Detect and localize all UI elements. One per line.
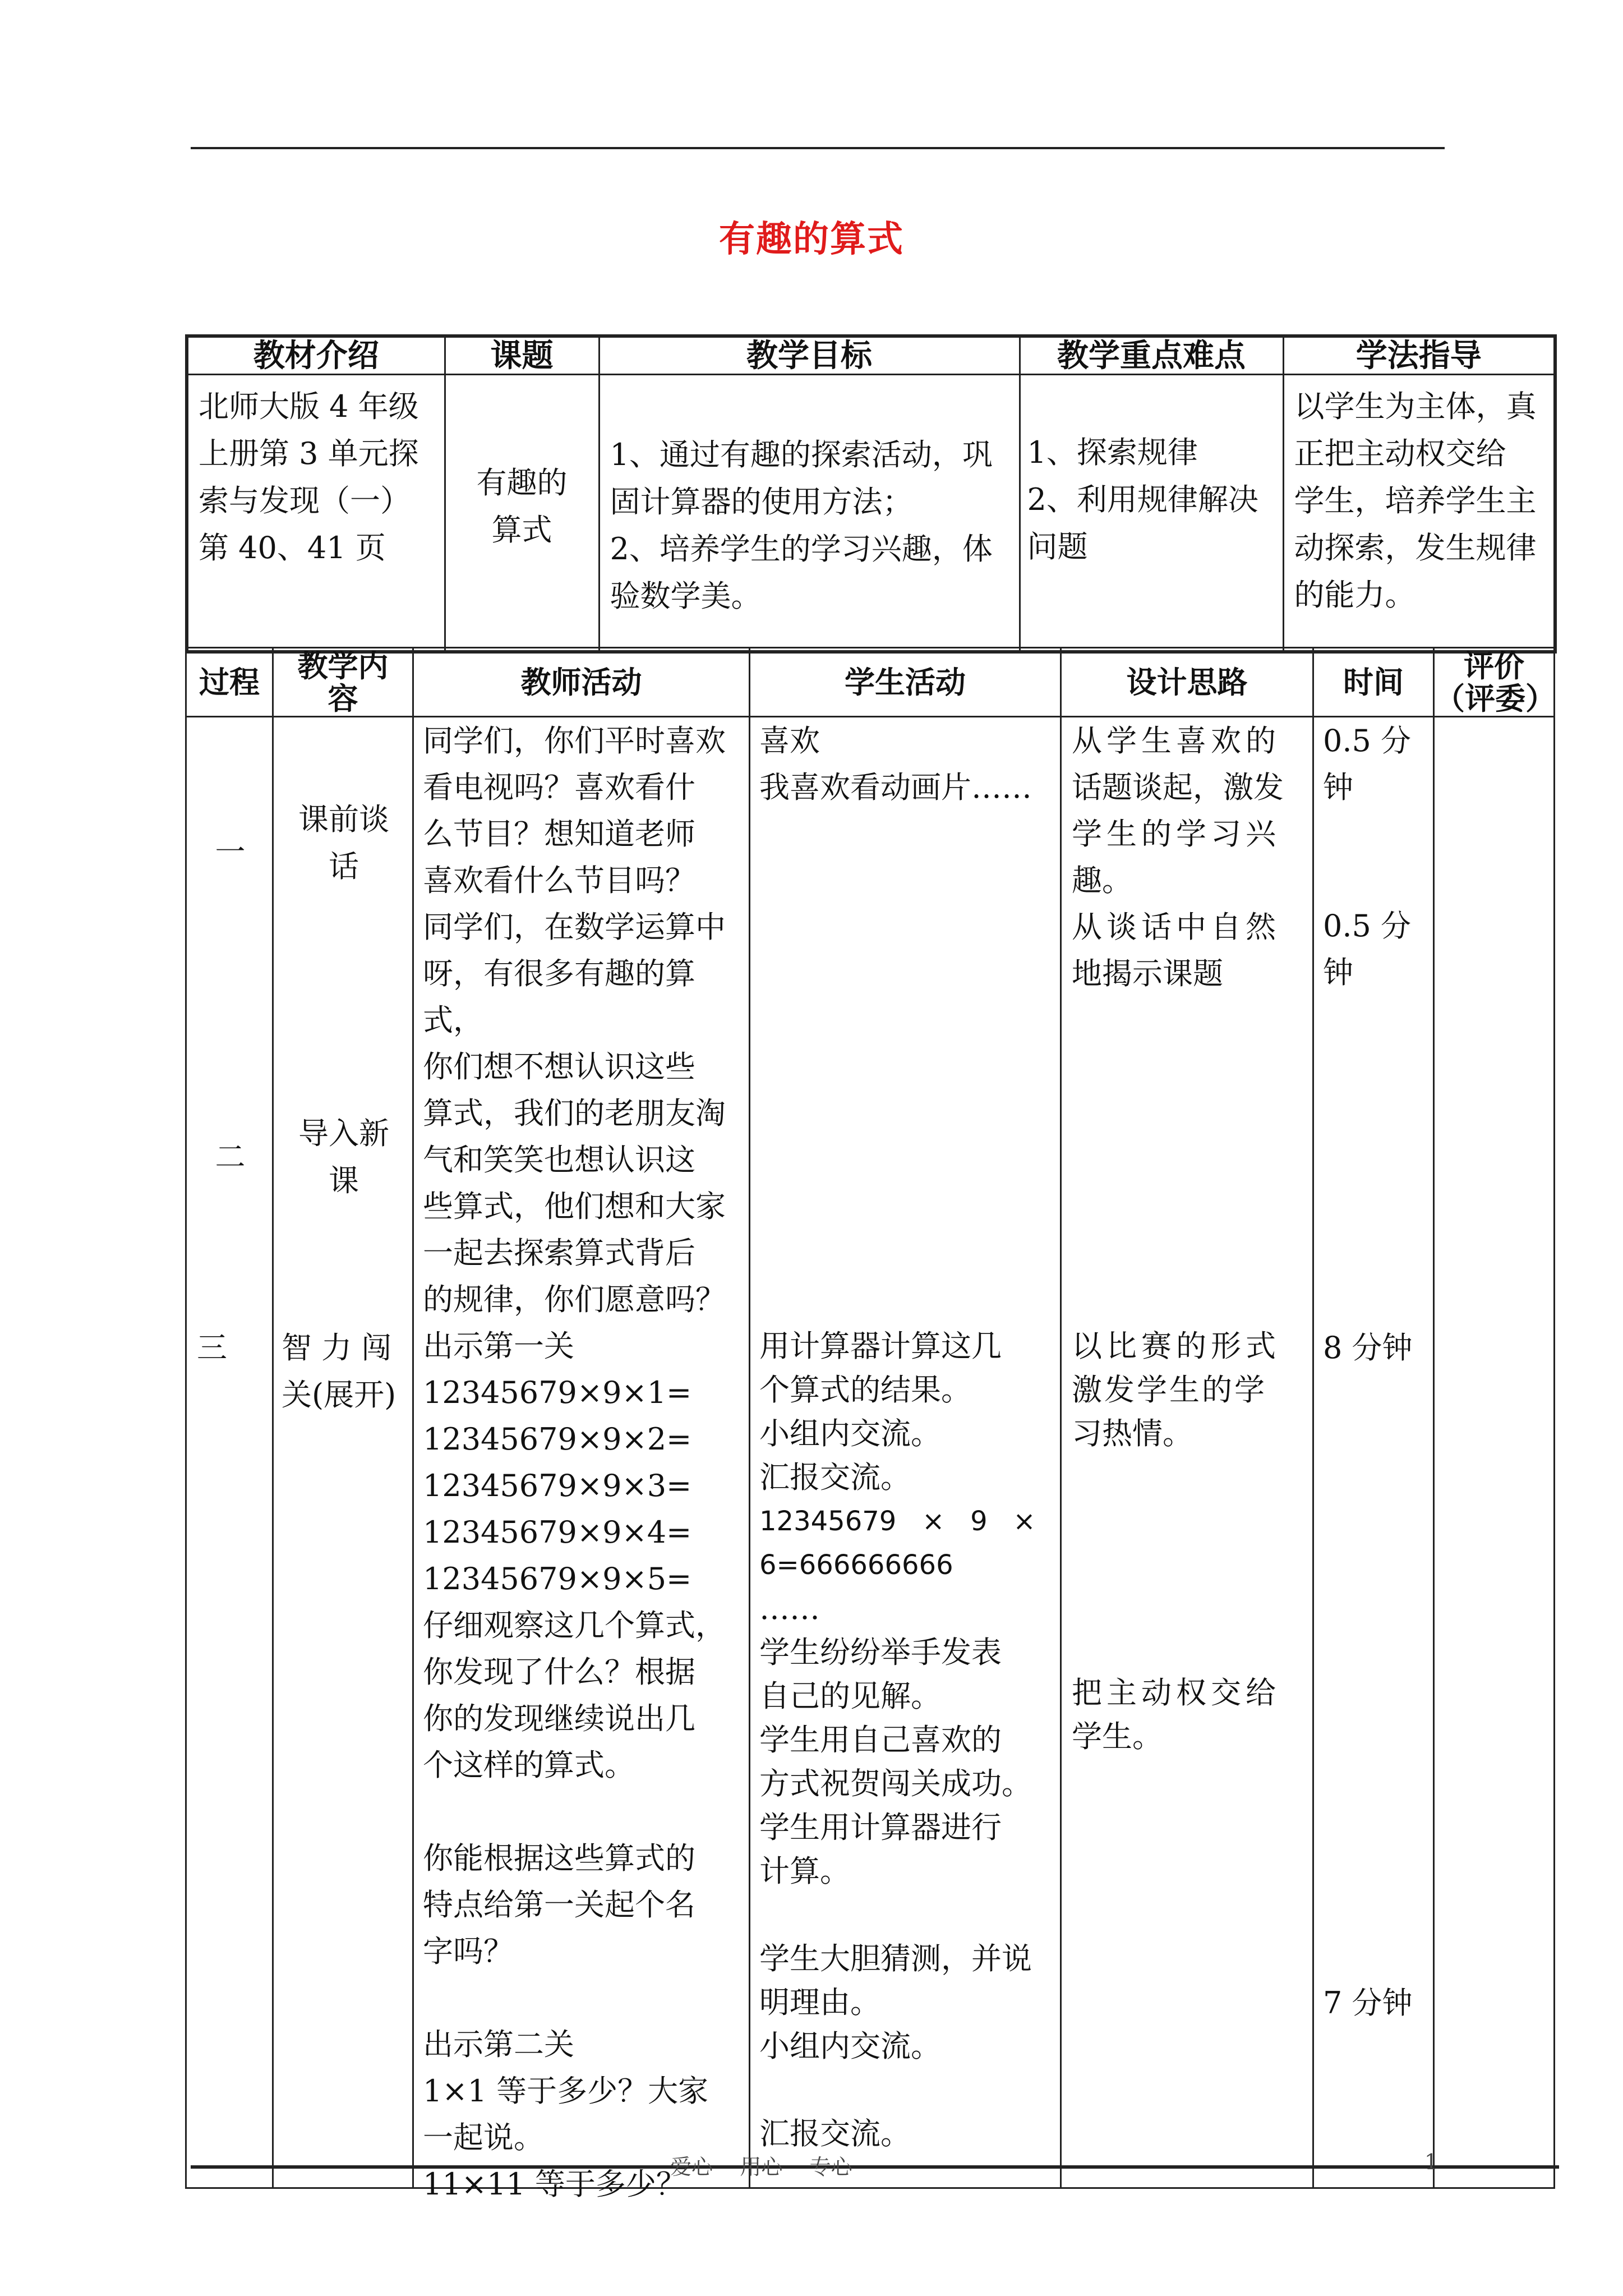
student-line [759,2068,1054,2112]
goals-cell [599,375,1020,652]
guide-line: 的能力。 [1294,577,1415,613]
header-eval-line: （评委） [1435,680,1556,716]
teacher-line: 些算式，他们想和大家 [423,1189,726,1224]
header-goals: 教学目标 [599,336,1020,375]
time-line: 8 分钟 [1323,1330,1413,1365]
header-eval-line: 评价 [1464,648,1524,684]
header-eval [1434,648,1555,717]
guide-line: 动探索，发生规律 [1294,530,1537,565]
content-line: 导入新 [298,1116,389,1151]
teacher-line: 你能根据这些算式的 [423,1841,695,1876]
student-line: 学生纷纷举手发表 [759,1635,1002,1670]
footer-rule [191,2165,1559,2169]
guide-cell [1283,375,1555,652]
header-focus: 教学重点难点 [1020,336,1283,375]
content-line: 话 [329,849,359,884]
header-rule [191,147,1445,149]
design-line: 趣。 [1072,863,1132,898]
material-cell [187,375,445,652]
teacher-line: 喜欢看什么节目吗？ [423,863,695,898]
teacher-line: 字吗？ [423,1934,514,1969]
teacher-line: 12345679×9×5= [423,1561,692,1596]
header-teacher: 教师活动 [413,648,750,717]
focus-line: 问题 [1027,529,1088,564]
teacher-line: 同学们，你们平时喜欢 [423,723,726,758]
design-cell [1061,717,1313,2188]
header-content [273,648,413,717]
material-line: 北师大版 4 年级 [199,389,419,424]
teacher-line: 你的发现继续说出几 [423,1701,695,1736]
teacher-line: 特点给第一关起个名 [423,1887,695,1922]
guide-line: 学生，培养学生主 [1294,483,1537,518]
teacher-line: 11×11 等于多少？ [423,2166,686,2202]
design-line: 学生的学习兴 [1072,816,1280,852]
topic-line: 算式 [491,512,552,547]
time-line: 0.5 分 [1323,723,1412,758]
teacher-line: 12345679×9×1= [423,1375,692,1410]
teacher-line: 12345679×9×4= [423,1515,692,1550]
student-line: 小组内交流。 [759,1416,941,1451]
teacher-line: 12345679×9×2= [423,1421,692,1457]
teacher-line: 个这样的算式。 [423,1747,635,1783]
design-line: 把主动权交给 [1072,1675,1280,1710]
content-line: 课 [329,1163,359,1198]
teacher-line: 1×1 等于多少？大家 [423,2073,709,2109]
teacher-line: 的规律，你们愿意吗？ [423,1282,726,1317]
teacher-cell [413,717,750,2202]
time-line: 钟 [1323,770,1353,805]
design-line: 学生。 [1072,1719,1163,1754]
content-line: 课前谈 [298,802,389,837]
material-line: 上册第 3 单元探 [199,436,419,471]
student-line: 用计算器计算这几 [759,1328,1002,1364]
goal-line: 验数学美。 [610,578,762,614]
topic-line: 有趣的 [476,465,568,500]
teacher-line: 呀，有很多有趣的算式， [423,956,695,1038]
student-line: 小组内交流。 [759,2028,941,2064]
focus-line: 2、利用规律解决 [1027,482,1258,517]
overview-table [185,334,1557,654]
page-title: 有趣的算式 [719,218,904,260]
student-line [759,1893,1054,1937]
header-content-line: 容 [328,680,358,716]
header-material: 教材介绍 [187,336,445,375]
guide-line: 正把主动权交给 [1294,436,1506,471]
student-line: 计算。 [759,1853,850,1889]
teacher-line: 你们想不想认识这些 [423,1049,695,1084]
header-process: 过程 [186,648,273,717]
design-line: 习热情。 [1072,1416,1193,1451]
teacher-activity [423,717,743,2207]
student-line: 学生用自己喜欢的 [759,1722,1002,1757]
student-line: 学生大胆猜测，并说 [759,1941,1032,1976]
student-line: 我喜欢看动画片…… [759,770,1032,805]
teacher-line: 算式，我们的老朋友淘 [423,1096,726,1131]
content-line: 智 力 闯 [282,1330,392,1365]
evaluation-cell [1434,717,1555,2188]
design-line: 从学生喜欢的 [1072,723,1280,758]
focus-cell [1020,375,1283,652]
student-line: 明理由。 [759,1985,880,2020]
student-line: 自己的见解。 [759,1678,941,1714]
time-line: 0.5 分 [1323,908,1412,944]
content-cell [273,717,413,2188]
teacher-line: 12345679×9×3= [423,1468,692,1503]
student-line: 喜欢 [759,723,820,758]
teacher-line: 同学们，在数学运算中 [423,909,726,945]
teacher-line: 出示第一关 [423,1328,574,1364]
time-line: 钟 [1323,955,1353,990]
student-formula: 6=666666666 [759,1549,953,1581]
design-line: 从谈话中自然 [1072,909,1280,945]
teacher-line [423,1975,743,2021]
header-student: 学生活动 [750,648,1061,717]
header-design: 设计思路 [1061,648,1313,717]
goal-line: 2、培养学生的学习兴趣，体 [610,531,993,567]
footer-motto: 爱心 用心 专心 [670,2155,852,2179]
teacher-line: 气和笑笑也想认识这 [423,1142,695,1177]
teacher-line: 你发现了什么？根据 [423,1654,695,1690]
design-line: 以比赛的形式 [1072,1328,1280,1364]
content-line: 关(展开) [282,1377,396,1412]
goal-line: 固计算器的使用方法； [610,484,913,519]
teacher-line: 出示第二关 [423,2027,574,2062]
design-line: 话题谈起，激发 [1072,770,1284,805]
process-step: 一 [215,834,246,869]
teacher-line: 仔细观察这几个算式， [423,1608,726,1643]
material-line: 第 40、41 页 [199,530,386,565]
design-line: 激发学生的学 [1072,1372,1267,1407]
student-cell [750,717,1061,2188]
process-table [185,647,1556,2202]
material-line: 索与发现（一） [199,483,411,518]
teacher-line [423,1788,743,1835]
process-step: 二 [215,1139,246,1175]
teacher-line: 一起去探索算式背后 [423,1235,695,1271]
focus-line: 1、探索规律 [1027,435,1198,470]
time-cell [1313,717,1434,2188]
topic-cell [445,375,599,652]
header-content-line: 教学内 [297,648,389,684]
header-guide: 学法指导 [1283,336,1555,375]
student-line: 个算式的结果。 [759,1372,971,1407]
student-line: 学生用计算器进行 [759,1810,1002,1845]
student-formula: 12345679 × 9 × [759,1506,1036,1537]
student-activity [759,1587,1054,2156]
page-number: 1 [1424,2150,1438,2174]
goal-line: 1、通过有趣的探索活动，巩 [610,437,993,472]
guide-line: 以学生为主体，真 [1294,389,1537,424]
header-time: 时间 [1313,648,1434,717]
student-line: …… [759,1591,820,1626]
process-cell [186,717,273,2188]
student-line: 汇报交流。 [759,2116,911,2151]
student-line: 方式祝贺闯关成功。 [759,1766,1032,1801]
student-line: 汇报交流。 [759,1460,911,1495]
time-line: 7 分钟 [1323,1985,1413,2021]
teacher-line: 看电视吗？喜欢看什 [423,770,695,805]
header-topic: 课题 [445,336,599,375]
teacher-line: 么节目？想知道老师 [423,816,695,852]
teacher-line: 一起说。 [423,2120,544,2155]
design-line: 地揭示课题 [1072,956,1223,991]
process-step: 三 [197,1330,227,1365]
